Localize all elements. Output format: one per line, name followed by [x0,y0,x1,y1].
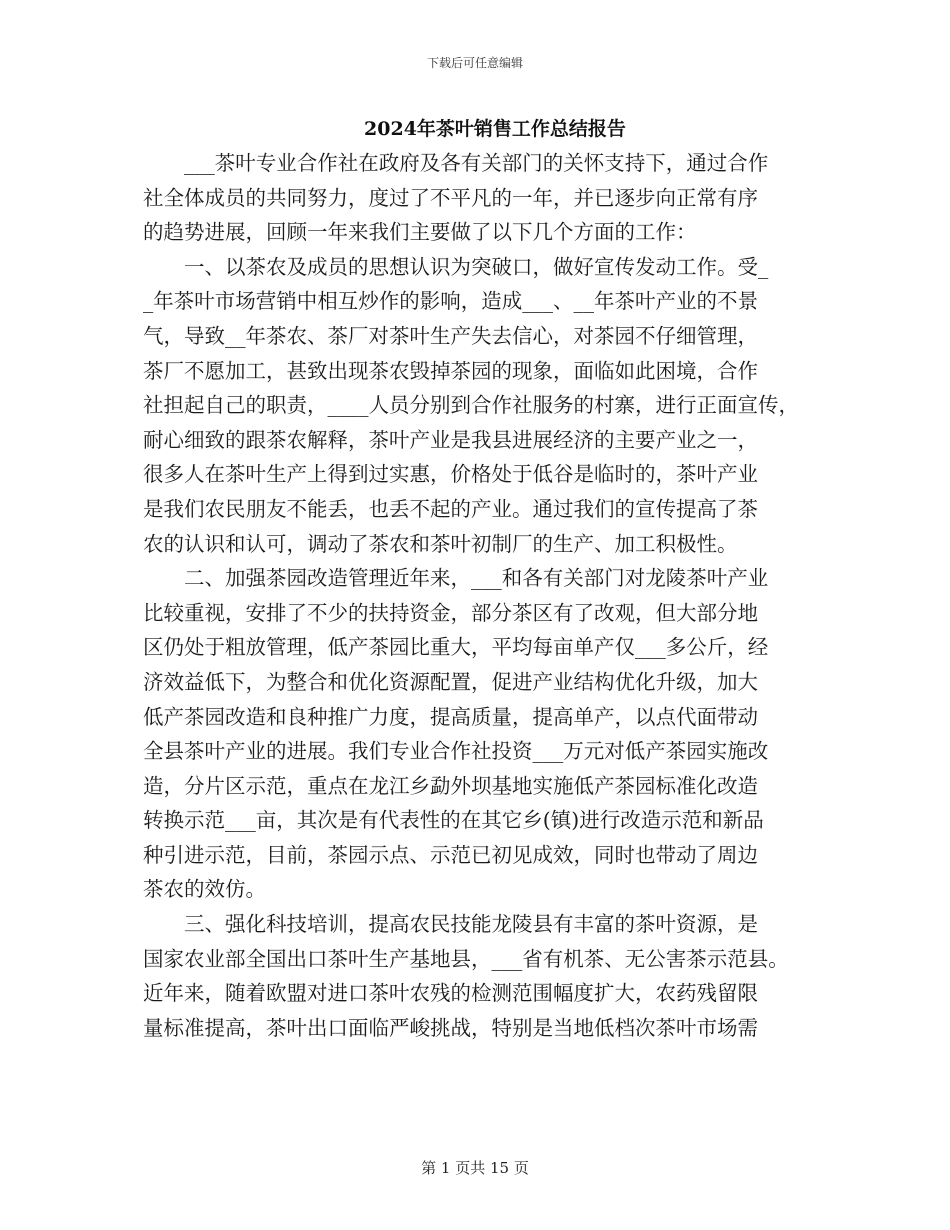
header-note: 下载后可任意编辑 [426,56,523,70]
body-line: 是我们农民朋友不能丢，也丢不起的产业。通过我们的宣传提高了茶 [143,496,758,521]
body-line: 近年来，随着欧盟对进口茶叶农残的检测范围幅度扩大，农药残留限 [143,981,758,1006]
body-line: 社全体成员的共同努力，度过了不平凡的一年，并已逐步向正常有序 [143,185,758,210]
body-line: 耐心细致的跟茶农解释，茶叶产业是我县进展经济的主要产业之一， [143,427,758,452]
body-line: 气，导致__年茶农、茶厂对茶叶生产失去信心，对茶园不仔细管理， [143,323,758,348]
body-line: 种引进示范，目前，茶园示点、示范已初见成效，同时也带动了周边 [143,842,758,867]
body-line: 低产茶园改造和良种推广力度，提高质量，提高单产，以点代面带动 [143,704,758,729]
body-line: 茶农的效仿。 [143,877,266,902]
body-line: 全县茶叶产业的进展。我们专业合作社投资___万元对低产茶园实施改 [143,739,769,764]
body-line: 国家农业部全国出口茶叶生产基地县，___省有机茶、无公害茶示范县。 [143,946,789,971]
body-line: 社担起自己的职责，____人员分别到合作社服务的村寨，进行正面宣传， [143,393,799,418]
body-line: 茶厂不愿加工，甚致出现茶农毁掉茶园的现象，面临如此困境，合作 [143,358,758,383]
body-line: 转换示范___亩，其次是有代表性的在其它乡(镇)进行改造示范和新品 [143,808,764,833]
body-line: 一、以茶农及成员的思想认识为突破口，做好宣传发动工作。受_ [143,254,769,279]
body-line: 农的认识和认可，调动了茶农和茶叶初制厂的生产、加工积极性。 [143,531,738,556]
body-line: ___茶叶专业合作社在政府及各有关部门的关怀支持下，通过合作 [143,151,769,175]
body-line: 造，分片区示范，重点在龙江乡勐外坝基地实施低产茶园标准化改造 [143,773,758,798]
body-line: 量标准提高，茶叶出口面临严峻挑战，特别是当地低档次茶叶市场需 [143,1015,758,1040]
body-line: _年茶叶市场营销中相互炒作的影响，造成___、__年茶叶产业的不景 [143,289,758,314]
body-line: 很多人在茶叶生产上得到过实惠，价格处于低谷是临时的，茶叶产业 [143,462,758,487]
body-line: 二、加强茶园改造管理近年来，___和各有关部门对龙陵茶叶产业 [143,566,769,591]
document-title: 2024年茶叶销售工作总结报告 [364,118,626,140]
body-line: 比较重视，安排了不少的扶持资金，部分茶区有了改观，但大部分地 [143,600,758,625]
body-line: 的趋势进展，回顾一年来我们主要做了以下几个方面的工作： [143,220,697,245]
body-line: 三、强化科技培训，提高农民技能龙陵县有丰富的茶叶资源，是 [143,912,758,937]
document-body [143,146,815,1045]
body-line: 济效益低下，为整合和优化资源配置，促进产业结构优化升级，加大 [143,669,758,694]
page-footer: 第 1 页共 15 页 [421,1159,529,1177]
body-line: 区仍处于粗放管理，低产茶园比重大，平均每亩单产仅___多公斤，经 [143,635,769,660]
